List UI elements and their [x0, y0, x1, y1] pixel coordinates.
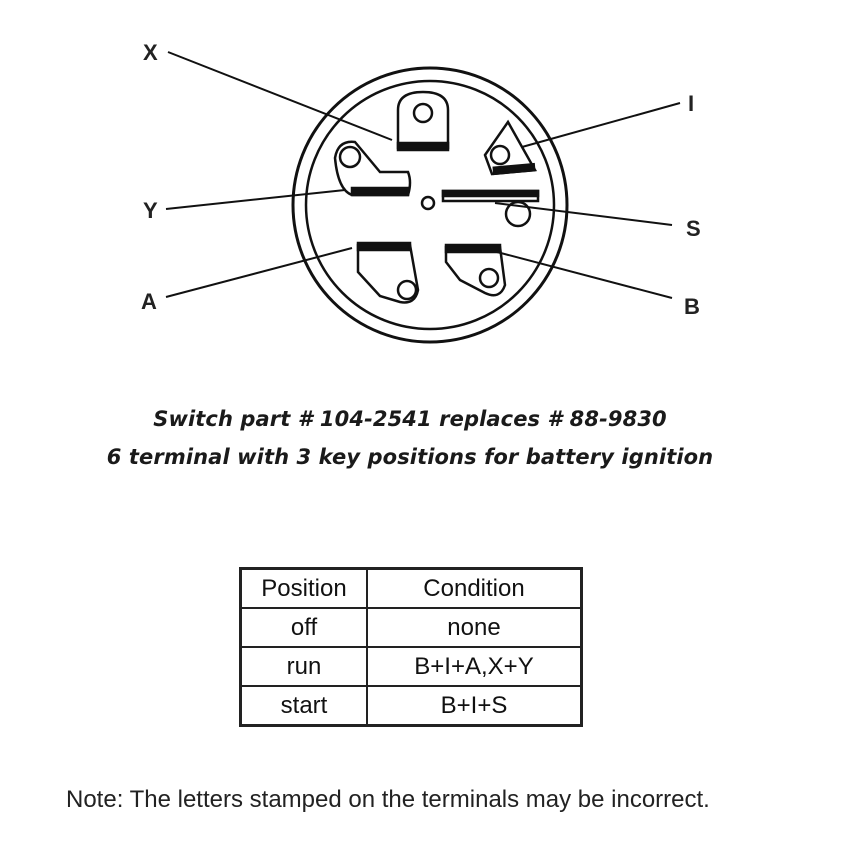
leader-y: [166, 190, 345, 209]
position-cell: off: [241, 608, 368, 647]
terminal-b: [446, 245, 505, 295]
position-cell: start: [241, 686, 368, 726]
leader-i: [522, 103, 680, 147]
header-condition: Condition: [367, 569, 582, 609]
header-position: Position: [241, 569, 368, 609]
leader-b: [497, 252, 672, 298]
table-row: [241, 647, 582, 686]
position-cell: run: [241, 647, 368, 686]
label-y: Y: [143, 198, 158, 223]
condition-cell: B+I+S: [367, 686, 582, 726]
leader-x: [168, 52, 392, 140]
terminal-a: [358, 243, 418, 303]
table-header-row: [241, 569, 582, 609]
label-s: S: [686, 216, 701, 241]
label-a: A: [141, 289, 157, 314]
condition-cell: B+I+A,X+Y: [367, 647, 582, 686]
caption-part-number: Switch part # 104-2541 replaces # 88-9830: [153, 407, 667, 431]
position-condition-table: [239, 567, 583, 727]
ignition-switch-diagram: [0, 0, 860, 400]
table-row: [241, 608, 582, 647]
condition-cell: none: [367, 608, 582, 647]
label-i: I: [688, 91, 695, 116]
center-hole: [422, 197, 434, 209]
label-x: X: [143, 40, 158, 65]
table-row: [241, 686, 582, 726]
terminal-x: [398, 92, 448, 150]
label-b: B: [684, 294, 700, 319]
caption-description: 6 terminal with 3 key positions for battery ignition: [106, 445, 714, 469]
terminal-letters-note: Note: The letters stamped on the terminals may be incorrect.: [66, 786, 710, 813]
terminal-s: [443, 191, 538, 226]
